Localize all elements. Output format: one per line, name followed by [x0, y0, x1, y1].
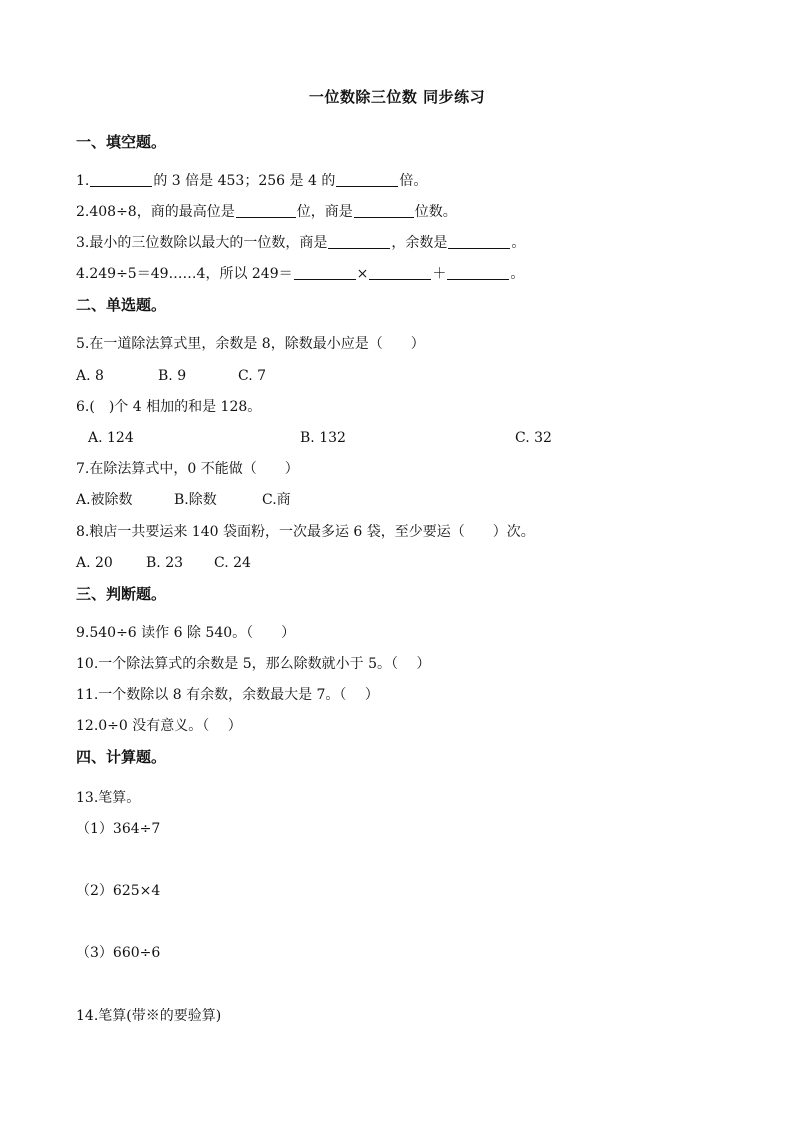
question-13: 13.笔算。 — [76, 790, 141, 806]
question-1 — [76, 171, 427, 191]
question-text: ＋ — [432, 266, 447, 282]
answer-blank[interactable] — [447, 265, 509, 280]
question-text: 3.最小的三位数除以最大的一位数，商是 — [76, 235, 328, 251]
answer-blank[interactable] — [236, 203, 296, 218]
option-a[interactable]: A. 8 — [76, 368, 104, 384]
section-heading-single-choice: 二、单选题。 — [76, 296, 167, 314]
option-b[interactable]: B. 9 — [158, 368, 187, 384]
question-6: 6.( )个 4 相加的和是 128。 — [76, 399, 262, 415]
option-b[interactable]: B. 132 — [300, 430, 346, 446]
option-c[interactable]: C. 24 — [214, 555, 251, 571]
answer-blank[interactable] — [336, 172, 398, 187]
question-12: 12.0÷0 没有意义。（ ） — [76, 718, 242, 734]
calc-item-2: （2）625×4 — [76, 883, 161, 899]
question-3 — [76, 233, 525, 253]
answer-blank[interactable] — [90, 172, 152, 187]
question-text: × — [356, 266, 369, 282]
question-text: ，余数是 — [391, 235, 448, 251]
question-text: 倍。 — [399, 173, 428, 189]
answer-blank[interactable] — [448, 234, 510, 249]
question-text: 位，商是 — [296, 204, 353, 220]
answer-blank[interactable] — [354, 203, 414, 218]
answer-blank[interactable] — [328, 234, 390, 249]
section-heading-fill-blank: 一、填空题。 — [76, 133, 167, 151]
section-heading-true-false: 三、判断题。 — [76, 585, 167, 603]
question-7: 7.在除法算式中，0 不能做（ ） — [76, 461, 299, 477]
question-9: 9.540÷6 读作 6 除 540。（ ） — [76, 625, 296, 641]
question-5: 5.在一道除法算式里，余数是 8，除数最小应是（ ） — [76, 336, 425, 352]
answer-blank[interactable] — [369, 265, 431, 280]
option-c[interactable]: C. 7 — [238, 368, 267, 384]
question-4 — [76, 264, 524, 284]
question-11: 11.一个数除以 8 有余数，余数最大是 7。（ ） — [76, 687, 379, 703]
option-b[interactable]: B. 23 — [146, 555, 184, 571]
question-text: 位数。 — [414, 204, 457, 220]
question-text: 2.408÷8，商的最高位是 — [76, 204, 235, 220]
question-text: 的 3 倍是 453；256 是 4 的 — [153, 173, 336, 189]
question-text: 1. — [76, 173, 90, 189]
option-a[interactable]: A.被除数 — [76, 492, 133, 508]
option-a[interactable]: A. 20 — [76, 555, 113, 571]
option-b[interactable]: B.除数 — [174, 492, 217, 508]
answer-blank[interactable] — [294, 265, 356, 280]
question-text: 4.249÷5＝49……4，所以 249＝ — [76, 266, 293, 282]
section-heading-calculation: 四、计算题。 — [76, 748, 167, 766]
question-14: 14.笔算(带※的要验算) — [76, 1008, 222, 1024]
question-8: 8.粮店一共要运来 140 袋面粉，一次最多运 6 袋，至少要运（ ）次。 — [76, 524, 535, 540]
question-2 — [76, 202, 457, 222]
question-text: 。 — [510, 266, 525, 282]
calc-item-1: （1）364÷7 — [76, 821, 161, 837]
question-text: 。 — [511, 235, 526, 251]
question-10: 10.一个除法算式的余数是 5，那么除数就小于 5。（ ） — [76, 656, 431, 672]
page-title: 一位数除三位数 同步练习 — [308, 88, 486, 106]
option-a[interactable]: A. 124 — [88, 430, 134, 446]
calc-item-3: （3）660÷6 — [76, 945, 161, 961]
option-c[interactable]: C. 32 — [515, 430, 552, 446]
option-c[interactable]: C.商 — [262, 492, 291, 508]
